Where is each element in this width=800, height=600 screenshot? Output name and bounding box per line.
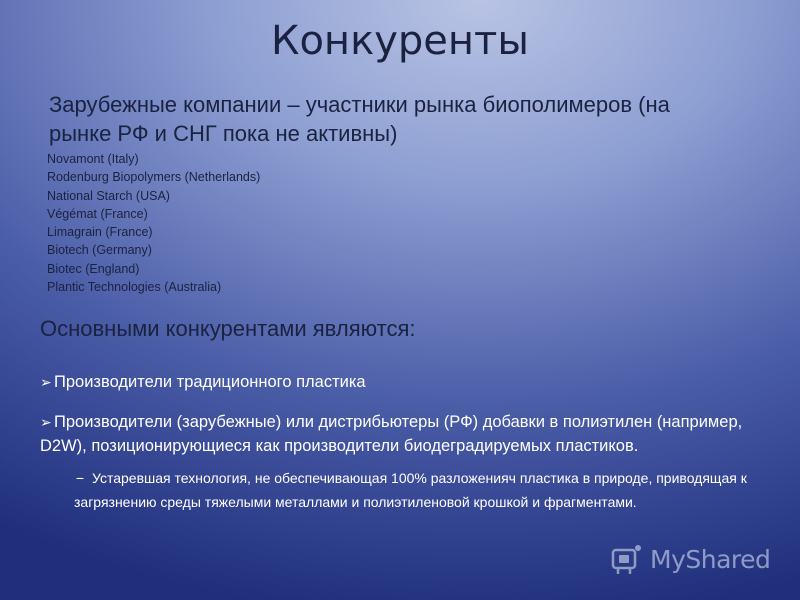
watermark-text: MyShared — [650, 544, 771, 574]
list-item: National Starch (USA) — [47, 188, 170, 203]
competitor-subpoint-text: Устаревшая технология, не обеспечивающая 100% разложенияч пластика в природе, приводящая к загрязнению среды тяжелыми металлами и полиэтиленовой крошкой и фрагментами. — [74, 470, 747, 510]
list-item: Rodenburg Biopolymers (Netherlands) — [47, 170, 261, 185]
list-item: Limagrain (France) — [47, 225, 153, 240]
myshared-watermark — [610, 538, 790, 580]
competitor-point-text: Производители традиционного пластика — [54, 373, 366, 391]
slide-title: Конкуренты — [271, 18, 529, 64]
list-item: Biotech (Germany) — [47, 243, 152, 258]
competitor-point — [40, 410, 760, 458]
arrow-bullet-icon: ➢ — [40, 374, 52, 390]
foreign-companies-heading: Зарубежные компании – участники рынка биополимеров (на рынке РФ и СНГ пока не активны) — [49, 92, 670, 146]
competitor-point — [40, 370, 760, 394]
list-item: Biotec (England) — [47, 261, 140, 276]
company-list — [47, 150, 260, 296]
dash-bullet: − — [75, 470, 85, 486]
myshared-logo-icon — [610, 542, 644, 576]
list-item: Végémat (France) — [47, 206, 148, 221]
competitor-points — [40, 370, 760, 514]
competitor-subpoint — [74, 466, 760, 514]
arrow-bullet-icon: ➢ — [40, 414, 52, 430]
main-competitors-heading: Основными конкурентами являются: — [40, 316, 416, 341]
list-item: Novamont (Italy) — [47, 152, 139, 166]
list-item: Plantic Technologies (Australia) — [47, 280, 222, 295]
competitor-point-text: Производители (зарубежные) или дистрибьютеры (РФ) добавки в полиэтилен (например, D2W), позиционирующиеся как производители биодеградируемых пластиков. — [40, 413, 743, 455]
